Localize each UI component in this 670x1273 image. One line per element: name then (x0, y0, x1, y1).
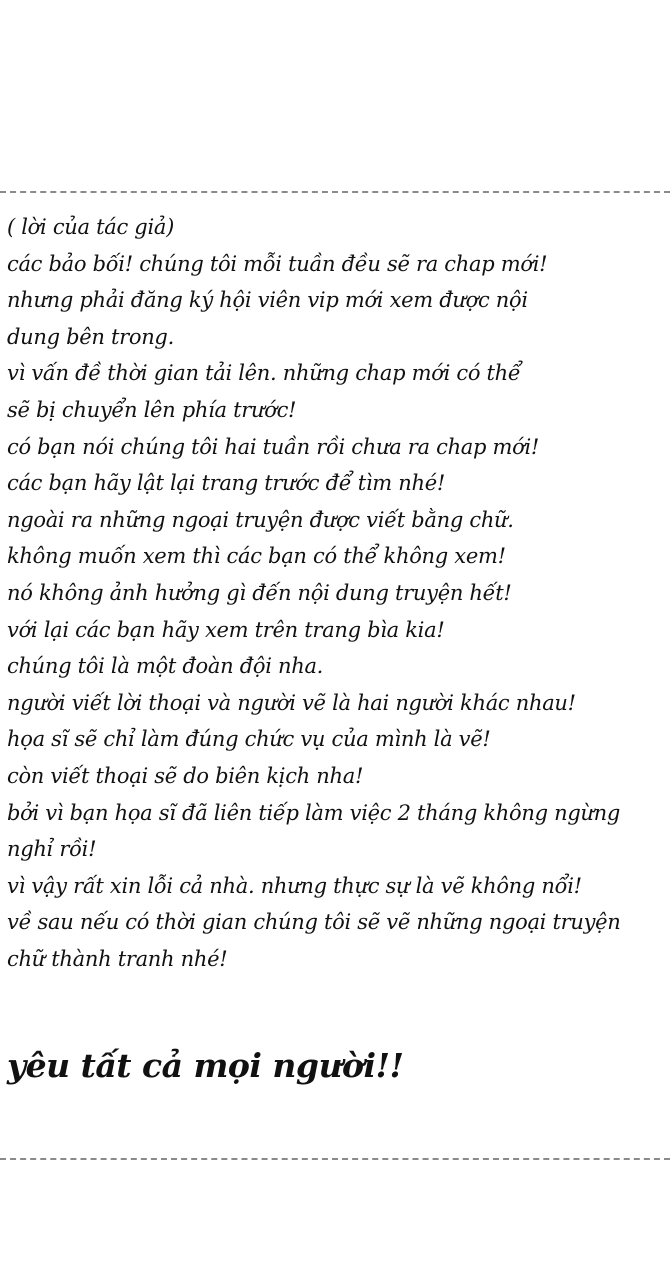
top-dashed-divider (0, 191, 670, 193)
note-line-20: chữ thành tranh nhé! (7, 946, 228, 971)
author-note (7, 209, 663, 977)
note-line-8: ngoài ra những ngoại truyện được viết bằng chữ. (7, 507, 514, 532)
note-line-12: chúng tôi là một đoàn đội nha. (7, 654, 324, 679)
note-line-14: họa sĩ sẽ chỉ làm đúng chức vụ của mình là vẽ! (7, 727, 491, 752)
note-line-7: các bạn hãy lật lại trang trước để tìm nhé! (7, 471, 445, 496)
note-line-13: người viết lời thoại và người vẽ là hai người khác nhau! (7, 690, 576, 715)
note-line-1: các bảo bối! chúng tôi mỗi tuần đều sẽ ra chap mới! (7, 251, 548, 276)
note-line-10: nó không ảnh hưởng gì đến nội dung truyện hết! (7, 580, 512, 605)
note-line-9: không muốn xem thì các bạn có thể không xem! (7, 544, 506, 569)
note-line-17: nghỉ rồi! (7, 837, 97, 862)
note-line-11: với lại các bạn hãy xem trên trang bìa kia! (7, 617, 445, 642)
note-line-2: nhưng phải đăng ký hội viên vip mới xem được nội (7, 288, 528, 313)
note-line-6: có bạn nói chúng tôi hai tuần rồi chưa ra chap mới! (7, 434, 540, 459)
note-line-3: dung bên trong. (7, 324, 174, 349)
note-line-16: bởi vì bạn họa sĩ đã liên tiếp làm việc 2 tháng không ngừng (7, 800, 621, 825)
note-line-15: còn viết thoại sẽ do biên kịch nha! (7, 763, 364, 788)
author-note-heading: ( lời của tác giả) (7, 215, 174, 239)
closing-message: yêu tất cả mọi người!! (7, 1046, 404, 1085)
note-line-4: vì vấn đề thời gian tải lên. những chap mới có thể (7, 361, 521, 386)
note-line-5: sẽ bị chuyển lên phía trước! (7, 397, 297, 422)
bottom-dashed-divider (0, 1158, 670, 1160)
note-line-18: vì vậy rất xin lỗi cả nhà. nhưng thực sự là vẽ không nổi! (7, 873, 582, 898)
note-line-19: về sau nếu có thời gian chúng tôi sẽ vẽ những ngoại truyện (7, 910, 621, 935)
